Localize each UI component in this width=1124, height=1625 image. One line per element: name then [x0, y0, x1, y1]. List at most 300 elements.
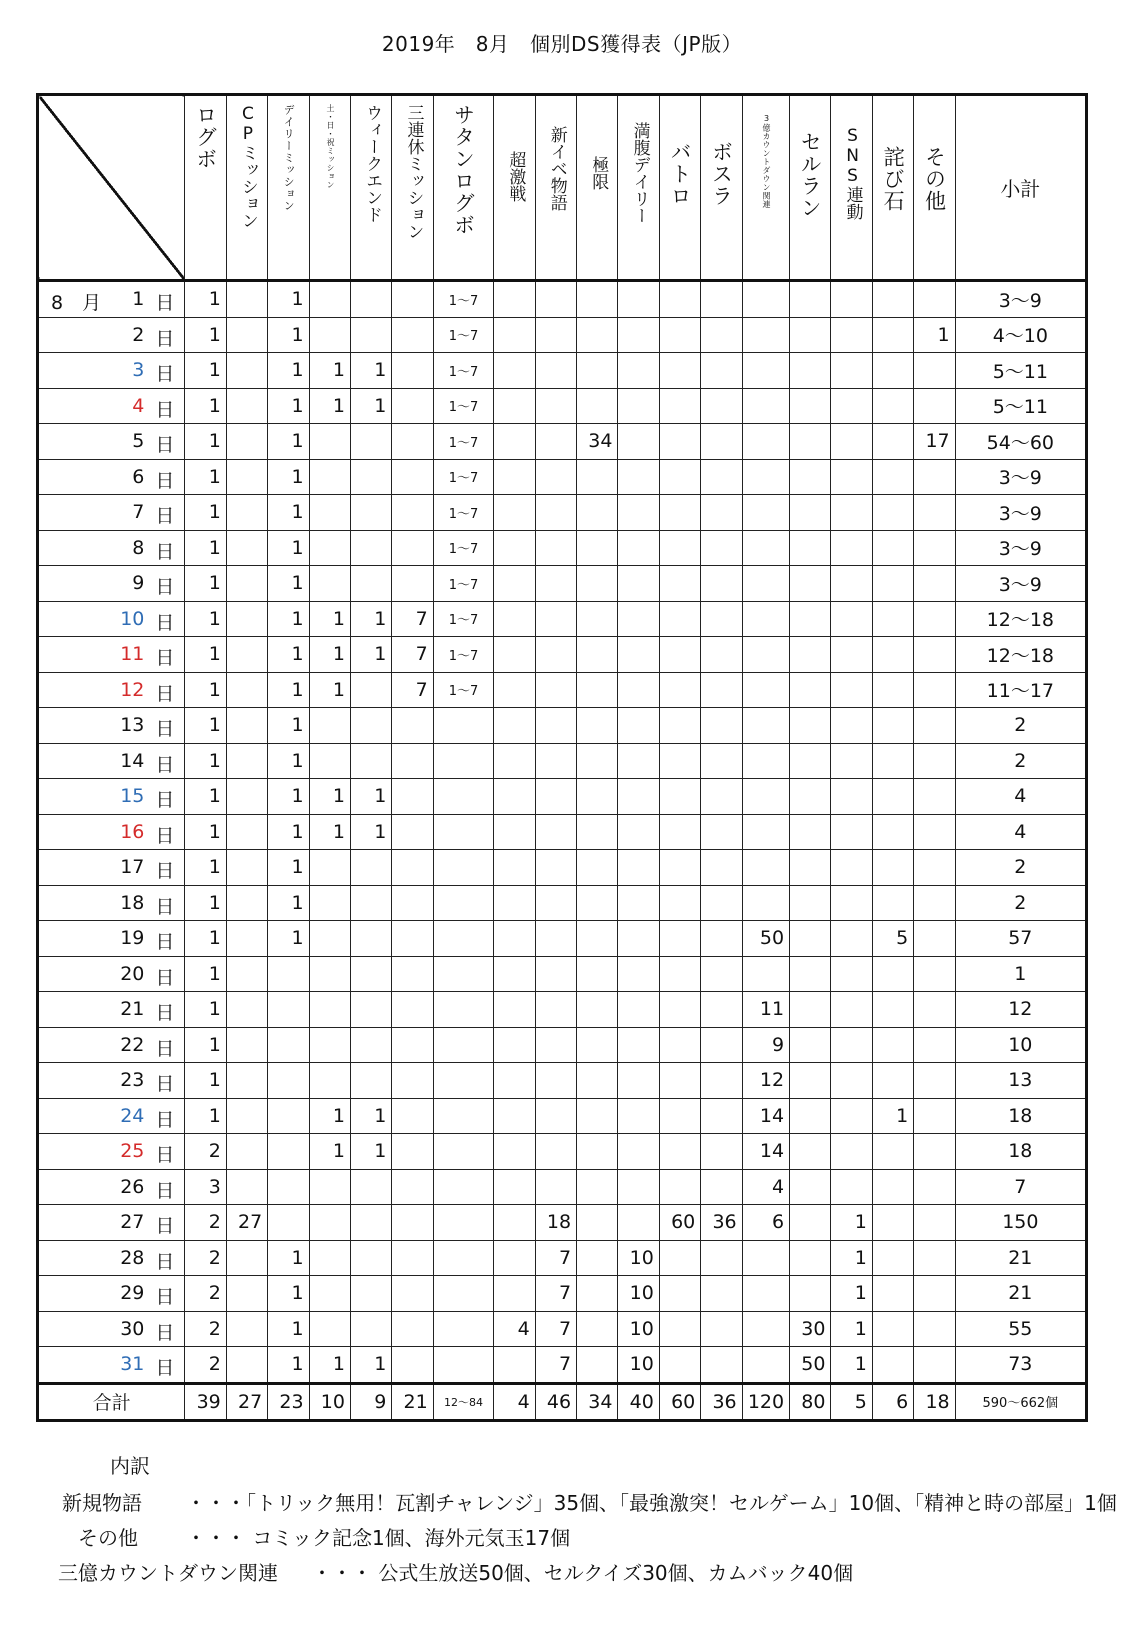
- header-label: ログボ: [193, 104, 218, 170]
- value-cell: [392, 566, 433, 602]
- value-cell: 1: [185, 956, 226, 992]
- day-suffix: 日: [155, 576, 175, 598]
- value-cell: [494, 708, 535, 744]
- value-cell: [392, 1347, 433, 1384]
- value-cell: [494, 885, 535, 921]
- value-cell: [872, 1276, 913, 1312]
- value-cell: 1: [185, 353, 226, 389]
- value-cell: [659, 1169, 700, 1205]
- value-cell: [701, 353, 742, 389]
- value-cell: [350, 495, 391, 531]
- day-suffix: 日: [155, 1108, 175, 1131]
- value-cell: [701, 992, 742, 1028]
- total-cell: 5: [831, 1383, 872, 1420]
- value-cell: [535, 459, 576, 495]
- value-cell: 1: [268, 495, 309, 531]
- value-cell: 1: [350, 1134, 391, 1170]
- value-cell: 2: [185, 1276, 226, 1312]
- value-cell: [659, 956, 700, 992]
- value-cell: [872, 566, 913, 602]
- value-cell: 1: [350, 1347, 391, 1384]
- value-cell: 1: [350, 779, 391, 815]
- value-cell: [226, 885, 267, 921]
- value-cell: [433, 1311, 494, 1347]
- value-cell: [309, 921, 350, 957]
- value-cell: [268, 1063, 309, 1099]
- value-cell: [914, 459, 955, 495]
- value-cell: [350, 1169, 391, 1205]
- value-cell: [914, 850, 955, 886]
- value-cell: [577, 921, 618, 957]
- value-cell: [831, 353, 872, 389]
- header-bosura: [701, 95, 742, 281]
- value-cell: [701, 1276, 742, 1312]
- total-cell: 10: [309, 1383, 350, 1420]
- value-cell: [309, 956, 350, 992]
- value-cell: [701, 1347, 742, 1384]
- value-cell: 1: [309, 1134, 350, 1170]
- day-row: [38, 317, 1087, 353]
- day-suffix: 日: [155, 363, 175, 385]
- value-cell: [392, 281, 433, 318]
- value-cell: [742, 743, 789, 779]
- value-cell: [226, 1134, 267, 1170]
- header-label: CPミッション: [237, 104, 258, 229]
- day-suffix: 日: [155, 540, 175, 563]
- header-kyokugen: [577, 95, 618, 281]
- subtotal-cell: 2: [955, 885, 1086, 921]
- day-row: [38, 1169, 1087, 1205]
- value-cell: [701, 921, 742, 957]
- value-cell: 14: [742, 1134, 789, 1170]
- value-cell: 10: [618, 1311, 659, 1347]
- value-cell: [535, 637, 576, 673]
- value-cell: [659, 459, 700, 495]
- value-cell: [618, 850, 659, 886]
- value-cell: [659, 708, 700, 744]
- value-cell: [494, 779, 535, 815]
- value-cell: [790, 1205, 831, 1241]
- value-cell: [433, 1240, 494, 1276]
- date-cell: [38, 672, 185, 708]
- day-number: 16: [120, 820, 145, 843]
- value-cell: [742, 814, 789, 850]
- value-cell: 1: [185, 779, 226, 815]
- value-cell: [659, 637, 700, 673]
- value-cell: 1～7: [433, 459, 494, 495]
- value-cell: [659, 1063, 700, 1099]
- value-cell: [831, 388, 872, 424]
- header-sonota: [914, 95, 955, 281]
- day-number: 4: [132, 394, 145, 417]
- total-cell: 6: [872, 1383, 913, 1420]
- header-cp-mission: [226, 95, 267, 281]
- date-cell: [38, 424, 185, 460]
- total-cell: 120: [742, 1383, 789, 1420]
- value-cell: [268, 1027, 309, 1063]
- value-cell: [433, 921, 494, 957]
- value-cell: [433, 850, 494, 886]
- value-cell: 1: [185, 1098, 226, 1134]
- total-cell: 18: [914, 1383, 955, 1420]
- value-cell: [433, 885, 494, 921]
- day-number: 28: [120, 1246, 145, 1269]
- value-cell: [618, 495, 659, 531]
- value-cell: 1: [185, 850, 226, 886]
- value-cell: [577, 743, 618, 779]
- header-daily-mission: [268, 95, 309, 281]
- value-cell: [831, 317, 872, 353]
- value-cell: [831, 1098, 872, 1134]
- value-cell: 1: [268, 1276, 309, 1312]
- day-row: [38, 921, 1087, 957]
- day-suffix: 日: [155, 860, 175, 882]
- value-cell: [350, 1240, 391, 1276]
- breakdown-title: 内訳: [110, 1454, 150, 1478]
- value-cell: [226, 1169, 267, 1205]
- value-cell: [790, 1063, 831, 1099]
- day-number: 26: [120, 1175, 145, 1198]
- header-label: セルラン: [798, 131, 823, 219]
- day-suffix: 日: [155, 718, 175, 740]
- value-cell: 1: [268, 601, 309, 637]
- total-row: [38, 1383, 1087, 1420]
- date-cell: [38, 1098, 185, 1134]
- day-number: 2: [132, 323, 145, 346]
- value-cell: 1: [268, 850, 309, 886]
- breakdown-label: 新規物語: [62, 1491, 142, 1515]
- value-cell: [914, 281, 955, 318]
- value-cell: [742, 566, 789, 602]
- value-cell: 7: [535, 1276, 576, 1312]
- value-cell: [618, 992, 659, 1028]
- value-cell: 1: [309, 388, 350, 424]
- value-cell: [659, 281, 700, 318]
- value-cell: [309, 566, 350, 602]
- value-cell: [659, 1098, 700, 1134]
- value-cell: [577, 353, 618, 389]
- value-cell: 4: [494, 1311, 535, 1347]
- day-row: [38, 281, 1087, 318]
- value-cell: 1: [268, 672, 309, 708]
- value-cell: 1: [185, 281, 226, 318]
- date-cell: [38, 956, 185, 992]
- value-cell: [742, 885, 789, 921]
- value-cell: [392, 530, 433, 566]
- value-cell: [790, 1169, 831, 1205]
- value-cell: [914, 708, 955, 744]
- value-cell: [742, 495, 789, 531]
- value-cell: [831, 1169, 872, 1205]
- value-cell: [790, 601, 831, 637]
- value-cell: [577, 779, 618, 815]
- value-cell: 1～7: [433, 281, 494, 318]
- value-cell: 1: [350, 814, 391, 850]
- value-cell: [914, 1276, 955, 1312]
- value-cell: [831, 1027, 872, 1063]
- value-cell: [742, 850, 789, 886]
- value-cell: [914, 1311, 955, 1347]
- value-cell: 60: [659, 1205, 700, 1241]
- value-cell: 1: [185, 459, 226, 495]
- value-cell: [872, 1169, 913, 1205]
- total-cell: 80: [790, 1383, 831, 1420]
- value-cell: [392, 1169, 433, 1205]
- value-cell: 1: [309, 637, 350, 673]
- value-cell: [742, 281, 789, 318]
- value-cell: [309, 424, 350, 460]
- header-renkyu-mission: [392, 95, 433, 281]
- value-cell: [577, 1205, 618, 1241]
- day-row: [38, 1311, 1087, 1347]
- day-number: 1: [132, 288, 145, 310]
- total-cell: 60: [659, 1383, 700, 1420]
- value-cell: [659, 1240, 700, 1276]
- value-cell: 4: [742, 1169, 789, 1205]
- day-rows: [38, 281, 1087, 1421]
- value-cell: [392, 495, 433, 531]
- value-cell: [577, 388, 618, 424]
- value-cell: 1: [350, 601, 391, 637]
- value-cell: [618, 708, 659, 744]
- value-cell: 30: [790, 1311, 831, 1347]
- value-cell: [350, 459, 391, 495]
- date-cell: [38, 1347, 185, 1384]
- value-cell: [577, 566, 618, 602]
- value-cell: [790, 672, 831, 708]
- header-manpuku-daily: [618, 95, 659, 281]
- value-cell: [618, 814, 659, 850]
- value-cell: [350, 956, 391, 992]
- value-cell: 14: [742, 1098, 789, 1134]
- header-row: [38, 95, 1087, 281]
- value-cell: [618, 956, 659, 992]
- day-suffix: 日: [155, 931, 175, 953]
- value-cell: [701, 637, 742, 673]
- value-cell: [494, 921, 535, 957]
- value-cell: [535, 885, 576, 921]
- value-cell: [831, 566, 872, 602]
- value-cell: [790, 637, 831, 673]
- value-cell: [790, 495, 831, 531]
- day-number: 6: [132, 465, 145, 488]
- day-suffix: 日: [155, 895, 175, 918]
- header-label: 三連休ミッション: [403, 104, 424, 240]
- header-label: その他: [922, 146, 947, 212]
- value-cell: 10: [618, 1347, 659, 1384]
- value-cell: [701, 814, 742, 850]
- value-cell: [350, 530, 391, 566]
- day-row: [38, 601, 1087, 637]
- value-cell: [494, 1098, 535, 1134]
- value-cell: [309, 850, 350, 886]
- value-cell: 1: [350, 353, 391, 389]
- day-suffix: 日: [155, 966, 175, 989]
- value-cell: [872, 814, 913, 850]
- value-cell: [831, 708, 872, 744]
- breakdown-label: 三億カウントダウン関連: [58, 1561, 278, 1585]
- day-number: 7: [132, 501, 145, 523]
- value-cell: [659, 388, 700, 424]
- value-cell: [226, 1311, 267, 1347]
- date-cell: [38, 601, 185, 637]
- value-cell: 1: [268, 921, 309, 957]
- value-cell: [494, 459, 535, 495]
- value-cell: [535, 1098, 576, 1134]
- value-cell: [494, 601, 535, 637]
- value-cell: [914, 495, 955, 531]
- date-cell: [38, 353, 185, 389]
- day-number: 29: [120, 1282, 145, 1304]
- value-cell: [914, 1240, 955, 1276]
- value-cell: [268, 1134, 309, 1170]
- value-cell: [742, 388, 789, 424]
- day-number: 8: [132, 536, 145, 559]
- day-number: 9: [132, 572, 145, 594]
- value-cell: [831, 814, 872, 850]
- value-cell: 36: [701, 1205, 742, 1241]
- total-cell: 21: [392, 1383, 433, 1420]
- value-cell: 3: [185, 1169, 226, 1205]
- date-cell: [38, 779, 185, 815]
- date-cell: [38, 317, 185, 353]
- subtotal-cell: 57: [955, 921, 1086, 957]
- day-suffix: 日: [155, 1286, 175, 1308]
- value-cell: [226, 601, 267, 637]
- value-cell: [392, 850, 433, 886]
- day-suffix: 日: [155, 824, 175, 847]
- value-cell: [659, 353, 700, 389]
- value-cell: [433, 1134, 494, 1170]
- value-cell: 1: [185, 317, 226, 353]
- value-cell: [659, 885, 700, 921]
- subtotal-cell: 4: [955, 779, 1086, 815]
- value-cell: [790, 956, 831, 992]
- value-cell: [914, 1134, 955, 1170]
- value-cell: [618, 779, 659, 815]
- value-cell: [701, 779, 742, 815]
- value-cell: [535, 814, 576, 850]
- value-cell: [831, 992, 872, 1028]
- value-cell: [392, 743, 433, 779]
- value-cell: [226, 743, 267, 779]
- value-cell: [535, 495, 576, 531]
- value-cell: [392, 1240, 433, 1276]
- value-cell: [433, 708, 494, 744]
- value-cell: [872, 459, 913, 495]
- value-cell: [618, 530, 659, 566]
- value-cell: [350, 1063, 391, 1099]
- header-label: 新イベ物語: [546, 126, 567, 211]
- day-row: [38, 459, 1087, 495]
- value-cell: 1: [185, 885, 226, 921]
- value-cell: 18: [535, 1205, 576, 1241]
- day-row: [38, 1098, 1087, 1134]
- value-cell: 1～7: [433, 388, 494, 424]
- value-cell: [577, 281, 618, 318]
- day-row: [38, 566, 1087, 602]
- day-suffix: 日: [155, 327, 175, 350]
- day-row: [38, 956, 1087, 992]
- value-cell: 1: [268, 388, 309, 424]
- value-cell: 2: [185, 1240, 226, 1276]
- subtotal-cell: 4～10: [955, 317, 1086, 353]
- value-cell: [742, 530, 789, 566]
- value-cell: [350, 424, 391, 460]
- date-cell: [38, 992, 185, 1028]
- value-cell: [226, 956, 267, 992]
- subtotal-cell: 3～9: [955, 530, 1086, 566]
- value-cell: [790, 921, 831, 957]
- subtotal-cell: 3～9: [955, 281, 1086, 318]
- value-cell: [494, 1169, 535, 1205]
- header-label: デイリーミッション: [282, 104, 296, 212]
- value-cell: [350, 992, 391, 1028]
- value-cell: 1: [268, 317, 309, 353]
- value-cell: 27: [226, 1205, 267, 1241]
- day-suffix: 日: [155, 292, 175, 314]
- value-cell: [268, 1169, 309, 1205]
- day-number: 5: [132, 430, 145, 452]
- value-cell: 1: [914, 317, 955, 353]
- value-cell: [494, 814, 535, 850]
- value-cell: [494, 1347, 535, 1384]
- value-cell: [392, 353, 433, 389]
- value-cell: [914, 353, 955, 389]
- value-cell: [618, 1169, 659, 1205]
- value-cell: [618, 388, 659, 424]
- value-cell: 1: [309, 779, 350, 815]
- date-cell: [38, 885, 185, 921]
- value-cell: [309, 317, 350, 353]
- value-cell: [831, 672, 872, 708]
- value-cell: 1: [268, 708, 309, 744]
- value-cell: 1: [309, 814, 350, 850]
- value-cell: 9: [742, 1027, 789, 1063]
- day-row: [38, 424, 1087, 460]
- value-cell: [494, 1027, 535, 1063]
- value-cell: [392, 885, 433, 921]
- day-row: [38, 779, 1087, 815]
- day-number: 24: [120, 1104, 145, 1127]
- value-cell: [535, 850, 576, 886]
- value-cell: [392, 459, 433, 495]
- header-label: 満腹デイリー: [629, 122, 650, 224]
- value-cell: [872, 424, 913, 460]
- day-number: 20: [120, 962, 145, 985]
- value-cell: [831, 637, 872, 673]
- day-row: [38, 672, 1087, 708]
- date-cell: [38, 495, 185, 531]
- value-cell: [494, 1276, 535, 1312]
- total-cell: 34: [577, 1383, 618, 1420]
- value-cell: 1: [831, 1205, 872, 1241]
- value-cell: [577, 814, 618, 850]
- value-cell: [659, 317, 700, 353]
- value-cell: [535, 281, 576, 318]
- value-cell: 1: [185, 814, 226, 850]
- value-cell: 1: [268, 814, 309, 850]
- day-suffix: 日: [155, 1250, 175, 1273]
- date-cell: [38, 530, 185, 566]
- value-cell: [309, 459, 350, 495]
- header-holiday-mission: [309, 95, 350, 281]
- header-logbo: [185, 95, 226, 281]
- value-cell: [914, 1169, 955, 1205]
- value-cell: [350, 566, 391, 602]
- value-cell: [494, 424, 535, 460]
- value-cell: [433, 1098, 494, 1134]
